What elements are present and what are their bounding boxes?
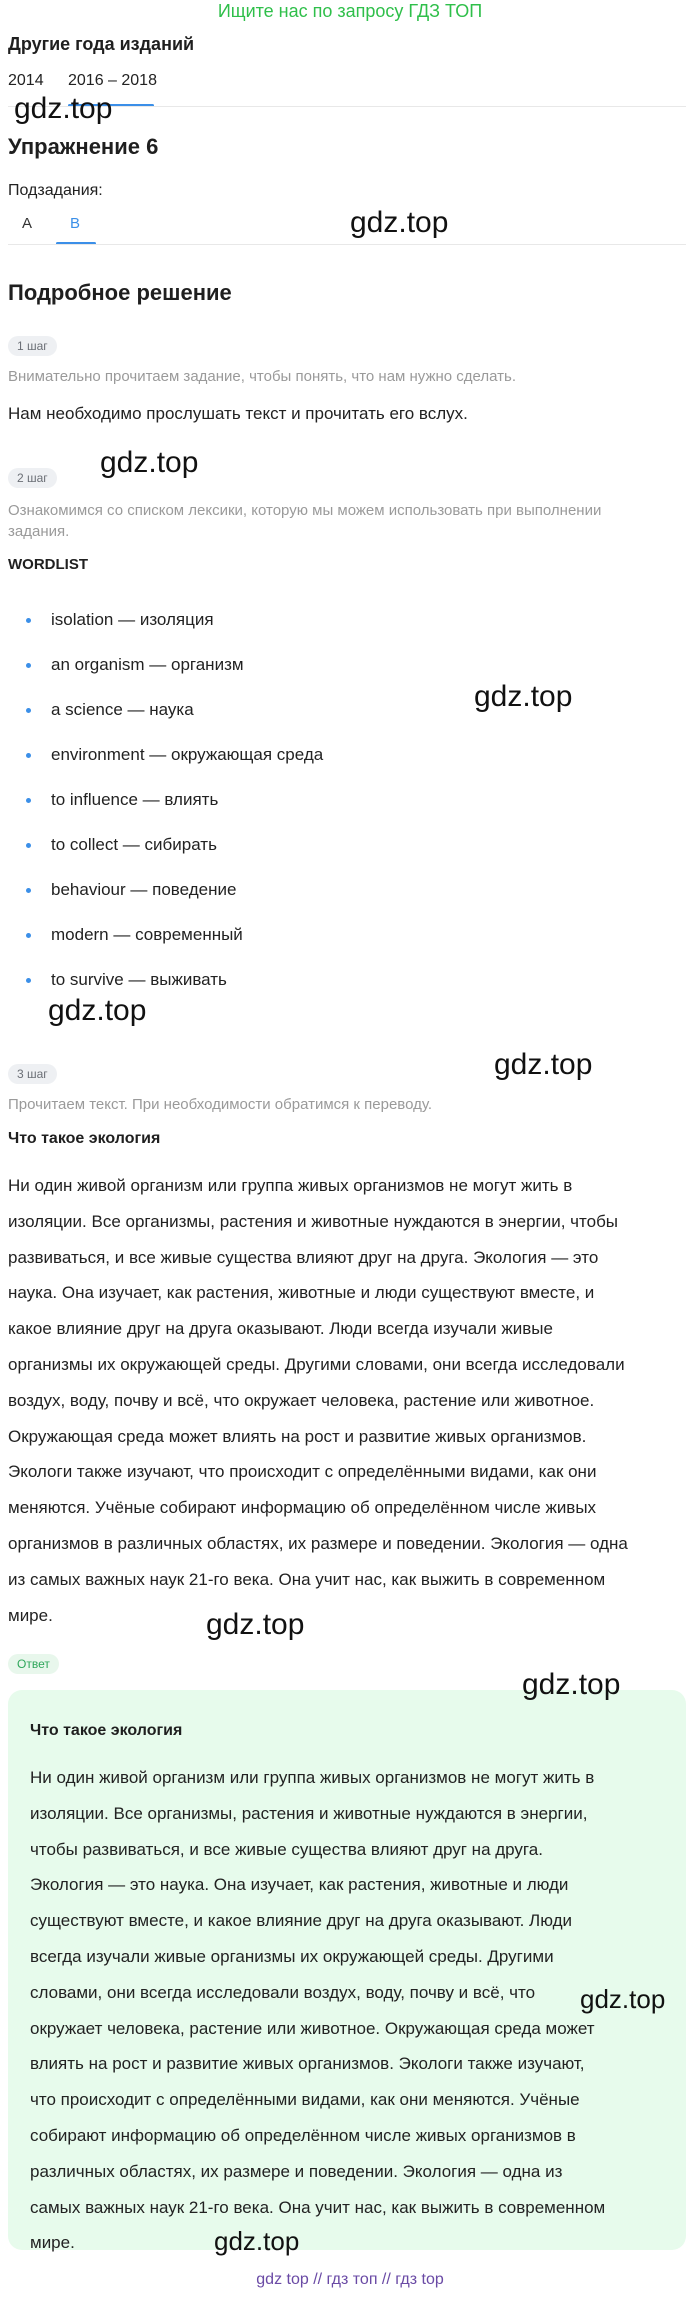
bullet-icon xyxy=(26,933,31,938)
text-line: Ни один живой организм или группа живых организмов не могут жить в xyxy=(8,1176,573,1195)
watermark: gdz.top xyxy=(522,1668,621,1701)
list-item: modern — современный xyxy=(26,925,243,945)
text-line: Ни один живой организм или группа живых организмов не могут жить в xyxy=(30,1768,595,1787)
list-item: an organism — организм xyxy=(26,655,244,675)
watermark: gdz.top xyxy=(474,680,573,713)
text-line: словами, они всегда исследовали воздух, воду, почву и всё, что xyxy=(30,1982,536,2002)
watermark: gdz.top xyxy=(494,1048,593,1081)
search-hint-link[interactable]: Ищите нас по запросу ГДЗ ТОП xyxy=(217,1,483,21)
list-item: to collect — сибирать xyxy=(26,835,217,855)
footer-links[interactable]: gdz top // гдз топ // гдз top xyxy=(256,2271,444,2288)
solution-title: Подробное решение xyxy=(8,280,232,305)
watermark: gdz.top xyxy=(580,1984,666,2014)
divider xyxy=(8,244,686,245)
list-item: behaviour — поведение xyxy=(26,880,236,900)
subtasks-label: Подзадания: xyxy=(8,182,103,199)
bullet-icon xyxy=(26,798,31,803)
answer-heading: Что такое экология xyxy=(30,1722,183,1739)
text-line: существуют вместе, и какое влияние друг на друга оказывают. Люди xyxy=(30,1911,572,1931)
answer-badge: Ответ xyxy=(8,1654,59,1674)
text-line: развиваться, и все живые существа влияют друг на друга. Экология — это xyxy=(8,1247,599,1267)
list-item: to influence — влиять xyxy=(26,790,218,810)
watermark: gdz.top xyxy=(214,2226,300,2256)
step-badge: 3 шаг xyxy=(8,1064,57,1084)
year-tab-2014[interactable]: 2014 xyxy=(8,72,44,89)
bullet-icon xyxy=(26,618,31,623)
text-line: какое влияние друг на друга оказывают. Люди всегда изучали живые xyxy=(8,1319,553,1339)
text-line: влиять на рост и развитие живых организмов. Экологи также изучают, xyxy=(30,2054,585,2074)
watermark: gdz.top xyxy=(100,446,199,479)
exercise-title: Упражнение 6 xyxy=(8,134,159,159)
answer-text xyxy=(30,1760,670,2261)
text-line: мире. xyxy=(30,2233,75,2253)
step-text: Нам необходимо прослушать текст и прочитать его вслух. xyxy=(8,404,468,423)
reading-text xyxy=(8,1168,688,1633)
list-item: to survive — выживать xyxy=(26,970,227,990)
bullet-icon xyxy=(26,708,31,713)
text-line: наука. Она изучает, как растения, животные и люди существуют вместе, и xyxy=(8,1283,595,1303)
text-line: Экология — это наука. Она изучает, как растения, животные и люди xyxy=(30,1875,569,1895)
text-line: всегда изучали живые организмы их окружающей среды. Другими xyxy=(30,1946,554,1966)
bullet-icon xyxy=(26,663,31,668)
subtask-tab-b[interactable]: B xyxy=(70,215,81,232)
step-hint: Внимательно прочитаем задание, чтобы понять, что нам нужно сделать. xyxy=(8,368,517,385)
step-badge: 2 шаг xyxy=(8,468,57,488)
bullet-icon xyxy=(26,753,31,758)
list-item: isolation — изоляция xyxy=(26,610,214,630)
text-line: самых важных наук 21-го века. Она учит нас, как выжить в современном xyxy=(30,2197,606,2217)
text-line: собирают информацию об определённом числе живых организмов в xyxy=(30,2125,576,2145)
watermark: gdz.top xyxy=(350,206,449,239)
year-tab-2016-2018[interactable]: 2016 – 2018 xyxy=(68,72,157,89)
text-line: окружает человека, растение или животное. Окружающая среда может xyxy=(30,2018,595,2038)
watermark: gdz.top xyxy=(14,92,113,125)
text-line: организмы их окружающей среды. Другими словами, они всегда исследовали xyxy=(8,1354,625,1374)
text-line: изоляции. Все организмы, растения и животные нуждаются в энергии, чтобы xyxy=(8,1211,619,1231)
text-line: чтобы развиваться, и все живые существа влияют друг на друга. xyxy=(30,1839,543,1859)
watermark: gdz.top xyxy=(48,994,147,1027)
subtask-tab-a[interactable]: A xyxy=(22,215,33,232)
text-line: различных областях, их размере и поведении. Экология — одна из xyxy=(30,2161,563,2181)
text-line: из самых важных наук 21-го века. Она учит нас, как выжить в современном xyxy=(8,1569,606,1589)
bullet-icon xyxy=(26,978,31,983)
other-years-heading: Другие года изданий xyxy=(8,34,195,54)
text-line: мире. xyxy=(8,1605,53,1625)
text-line: изоляции. Все организмы, растения и животные нуждаются в энергии, xyxy=(30,1803,588,1823)
text-line: воздух, воду, почву и всё, что окружает человека, растение или животное. xyxy=(8,1390,595,1410)
text-line: меняются. Учёные собирают информацию об определённом числе живых xyxy=(8,1498,597,1518)
text-line: Экологи также изучают, что происходит с определёнными видами, как они xyxy=(8,1462,597,1482)
wordlist-title: WORDLIST xyxy=(8,556,88,573)
text-line: что происходит с определёнными видами, как они меняются. Учёные xyxy=(30,2090,580,2110)
step-badge: 1 шаг xyxy=(8,336,57,356)
text-heading: Что такое экология xyxy=(8,1130,161,1147)
step-hint: Прочитаем текст. При необходимости обратимся к переводу. xyxy=(8,1096,433,1113)
list-item: environment — окружающая среда xyxy=(26,745,323,765)
list-item: a science — наука xyxy=(26,700,194,720)
step-hint: задания. xyxy=(8,523,70,540)
watermark: gdz.top xyxy=(206,1608,305,1641)
text-line: Окружающая среда может влиять на рост и развитие живых организмов. xyxy=(8,1426,587,1446)
text-line: организмов в различных областях, их размере и поведении. Экология — одна xyxy=(8,1533,628,1553)
bullet-icon xyxy=(26,888,31,893)
step-hint: Ознакомимся со списком лексики, которую мы можем использовать при выполнении xyxy=(8,502,602,519)
bullet-icon xyxy=(26,843,31,848)
